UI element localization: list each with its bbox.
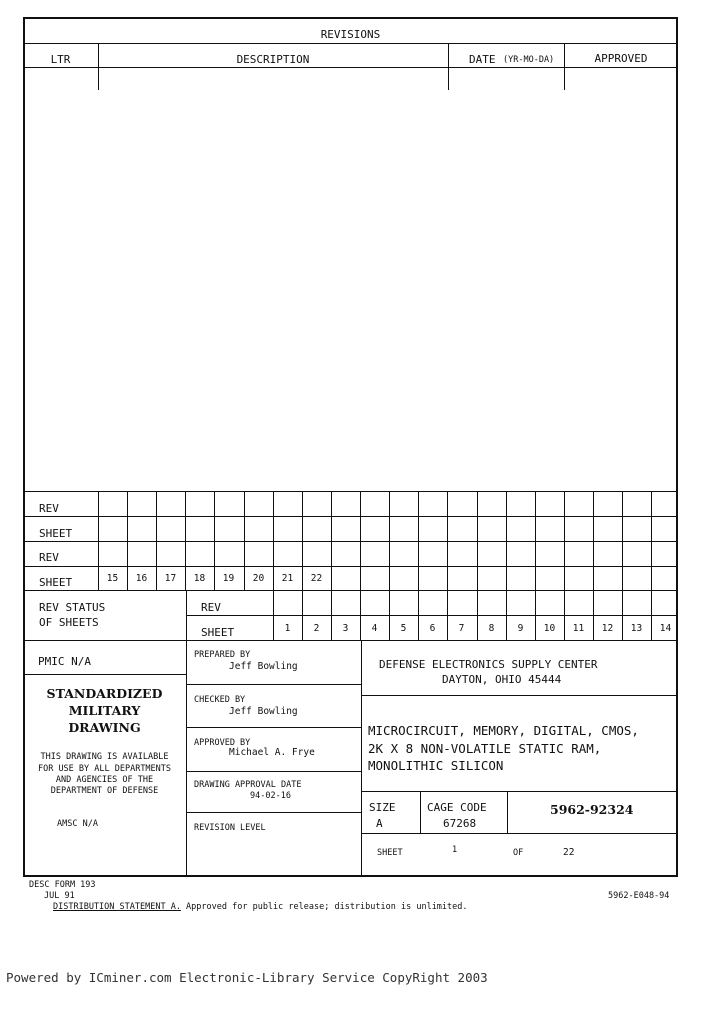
grid-line	[506, 491, 507, 590]
sheet-number-cell: 12	[601, 623, 614, 634]
divider	[564, 43, 565, 90]
prepared-name: Jeff Bowling	[229, 661, 298, 672]
pmic-label: PMIC N/A	[38, 655, 91, 668]
ltr-header: LTR	[50, 53, 71, 66]
sheet-number-cell: 4	[371, 623, 378, 634]
of-label: OF	[513, 848, 524, 858]
description-header: DESCRIPTION	[236, 53, 310, 66]
grid-line	[186, 615, 678, 616]
amsc-label: AMSC N/A	[57, 819, 98, 829]
divider	[186, 812, 361, 813]
divider	[23, 674, 186, 675]
grid-line	[622, 491, 623, 590]
divider	[361, 791, 678, 792]
grid-line	[23, 541, 678, 542]
sheet-number-cell: 5	[400, 623, 407, 634]
inner-rev-label: REV	[201, 601, 221, 614]
distribution-statement	[53, 902, 468, 912]
grid-row-label: REV	[39, 551, 59, 564]
cage-label: CAGE CODE	[427, 801, 487, 814]
grid-line	[360, 491, 361, 590]
grid-line	[23, 516, 678, 517]
agency-location: DAYTON, OHIO 45444	[442, 673, 562, 686]
document-number: 5962-92324	[550, 802, 634, 817]
date-format: (YR-MO-DA)	[503, 55, 555, 65]
rev-status-label: REV STATUS	[39, 601, 106, 614]
sheet-number-cell: 6	[429, 623, 436, 634]
cage-value: 67268	[443, 817, 477, 830]
sheet-value: 1	[452, 845, 458, 855]
grid-line	[23, 491, 678, 492]
grid-line	[651, 491, 652, 590]
approved-header: APPROVED	[594, 52, 648, 65]
divider	[448, 43, 449, 90]
sheet-number-cell: 8	[488, 623, 495, 634]
form-number: DESC FORM 193	[29, 880, 96, 890]
grid-line	[564, 491, 565, 590]
grid-line	[331, 491, 332, 590]
availability-line: AND AGENCIES OF THE	[55, 775, 154, 785]
divider	[186, 590, 187, 877]
sheet-label: SHEET	[377, 848, 403, 858]
divider	[186, 727, 361, 728]
sheet-number-cell: 15	[106, 573, 119, 584]
revision-level-label: REVISION LEVEL	[194, 823, 266, 833]
sheet-number-cell: 3	[342, 623, 349, 634]
standardized-title: STANDARDIZED	[46, 686, 163, 701]
divider	[361, 695, 678, 696]
rev-status-label: OF SHEETS	[39, 616, 99, 629]
sheet-number-cell: 16	[135, 573, 148, 584]
sheet-number-cell: 19	[222, 573, 235, 584]
sheet-number-cell: 2	[313, 623, 320, 634]
sheet-number-cell: 21	[281, 573, 294, 584]
distribution-label: DISTRIBUTION STATEMENT A.	[53, 902, 181, 912]
military-title: MILITARY	[68, 703, 141, 718]
divider	[186, 684, 361, 685]
drawing-title: DRAWING	[68, 720, 141, 735]
size-value: A	[376, 817, 383, 830]
grid-line	[447, 491, 448, 590]
approval-date: 94-02-16	[250, 791, 291, 801]
sheet-number-cell: 14	[659, 623, 672, 634]
availability-line: THIS DRAWING IS AVAILABLE	[40, 752, 169, 762]
sheet-number-cell: 7	[458, 623, 465, 634]
divider	[420, 791, 421, 833]
grid-row-label: REV	[39, 502, 59, 515]
date-header: DATE	[469, 53, 496, 66]
grid-line	[477, 491, 478, 590]
revisions-title: REVISIONS	[320, 28, 381, 41]
of-value: 22	[563, 847, 575, 858]
divider	[186, 771, 361, 772]
availability-line: DEPARTMENT OF DEFENSE	[50, 786, 159, 796]
form-date: JUL 91	[44, 891, 75, 901]
divider	[507, 791, 508, 833]
sheet-number-cell: 11	[572, 623, 585, 634]
divider	[23, 43, 678, 44]
divider	[361, 640, 362, 877]
size-label: SIZE	[369, 801, 396, 814]
prepared-label: PREPARED BY	[194, 650, 251, 660]
sheet-number-cell: 18	[193, 573, 206, 584]
grid-line	[23, 590, 678, 591]
divider	[361, 833, 678, 834]
checked-label: CHECKED BY	[194, 695, 246, 705]
form-code: 5962-E048-94	[608, 891, 670, 901]
watermark-text: Powered by ICminer.com Electronic-Library Service CopyRight 2003	[6, 970, 488, 985]
sheet-number-cell: 9	[517, 623, 524, 634]
checked-name: Jeff Bowling	[229, 706, 298, 717]
grid-line	[23, 566, 678, 567]
approval-date-label: DRAWING APPROVAL DATE	[194, 780, 302, 790]
inner-sheet-label: SHEET	[201, 626, 235, 639]
divider	[23, 640, 678, 641]
divider	[98, 43, 99, 90]
grid-line	[418, 491, 419, 590]
agency-name: DEFENSE ELECTRONICS SUPPLY CENTER	[379, 658, 598, 671]
sheet-number-cell: 10	[543, 623, 556, 634]
distribution-text: Approved for public release; distribution is unlimited.	[180, 902, 468, 912]
grid-line	[535, 491, 536, 590]
grid-line	[593, 491, 594, 590]
grid-line	[389, 491, 390, 590]
divider	[23, 67, 678, 68]
sheet-number-cell: 20	[252, 573, 265, 584]
title-line-1: MICROCIRCUIT, MEMORY, DIGITAL, CMOS,	[368, 723, 639, 738]
sheet-number-cell: 22	[310, 573, 323, 584]
grid-row-label: SHEET	[39, 527, 73, 540]
sheet-number-cell: 1	[284, 623, 291, 634]
title-line-2: 2K X 8 NON-VOLATILE STATIC RAM,	[368, 741, 602, 756]
title-line-3: MONOLITHIC SILICON	[368, 758, 504, 773]
approved-name: Michael A. Frye	[229, 747, 315, 758]
approved-label: APPROVED BY	[194, 738, 251, 748]
sheet-number-cell: 13	[630, 623, 643, 634]
sheet-number-cell: 17	[164, 573, 177, 584]
grid-row-label: SHEET	[39, 576, 73, 589]
availability-line: FOR USE BY ALL DEPARTMENTS	[37, 764, 172, 774]
